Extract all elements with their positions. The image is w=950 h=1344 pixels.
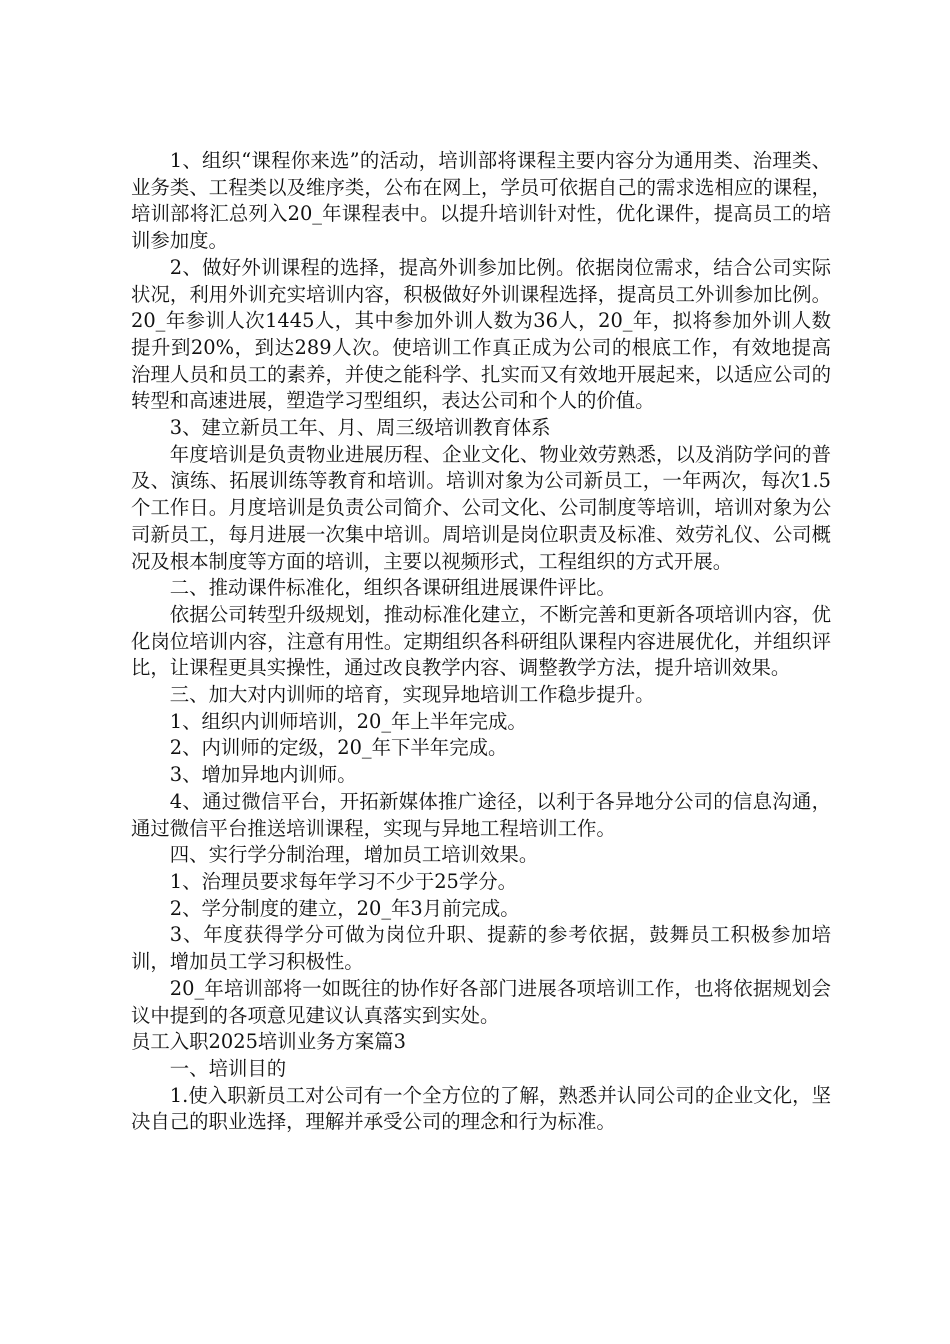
- paragraph-annual-training: 年度培训是负责物业进展历程、企业文化、物业效劳熟悉，以及消防学问的普及、演练、拓展训练等教育和培训。培训对象为公司新员工，一年两次，每次1.5个工作日。月度培训是负责公司简介、公司文化、公司制度等培训，培训对象为公司新员工，每月进展一次集中培训。周培训是岗位职责及标准、效劳礼仪、公司概况及根本制度等方面的培训，主要以视频形式，工程组织的方式开展。: [131, 442, 831, 573]
- list-item-trainer-grading: 2、内训师的定级，20_年下半年完成。: [169, 736, 508, 760]
- list-item-remote-trainers: 3、增加异地内训师。: [169, 763, 357, 787]
- section-heading-courseware: 二、推动课件标准化，组织各课研组进展课件评比。: [169, 576, 616, 600]
- document-body: [131, 148, 831, 1136]
- list-item-wechat-platform: 4、通过微信平台，开拓新媒体推广途径，以利于各异地分公司的信息沟通，通过微信平台推送培训课程，实现与异地工程培训工作。: [131, 789, 831, 840]
- list-item-credit-usage: 3、年度获得学分可做为岗位升职、提薪的参考依据，鼓舞员工积极参加培训，增加员工学习积极性。: [131, 923, 831, 974]
- list-item-credit-establishment: 2、学分制度的建立，20_年3月前完成。: [169, 896, 520, 920]
- list-item-trainer-training: 1、组织内训师培训，20_年上半年完成。: [169, 709, 527, 733]
- paragraph-closing-statement: 20_年培训部将一如既往的协作好各部门进展各项培训工作，也将依据规划会议中提到的各项意见建议认真落实到实处。: [131, 976, 831, 1027]
- section-heading-training-purpose: 一、培训目的: [169, 1056, 287, 1080]
- section-heading-trainers: 三、加大对内训师的培育，实现异地培训工作稳步提升。: [169, 683, 655, 707]
- list-item-purpose-1: 1.使入职新员工对公司有一个全方位的了解，熟悉并认同公司的企业文化，坚决自己的职业选择，理解并承受公司的理念和行为标准。: [131, 1083, 831, 1134]
- section-heading-credit-system: 四、实行学分制治理，增加员工培训效果。: [169, 843, 539, 867]
- paragraph-course-selection: 1、组织“课程你来选”的活动，培训部将课程主要内容分为通用类、治理类、业务类、工程类以及维序类，公布在网上，学员可依据自己的需求选相应的课程，培训部将汇总列入20_年课程表中。以提升培训针对性，优化课件，提高员工的培训参加度。: [131, 149, 831, 253]
- paragraph-standardization: 依据公司转型升级规划，推动标准化建立，不断完善和更新各项培训内容，优化岗位培训内容，注意有用性。定期组织各科研组队课程内容进展优化，并组织评比，让课程更具实操性，通过改良教学内容、调整教学方法，提升培训效果。: [131, 602, 831, 680]
- list-item-credit-requirement: 1、治理员要求每年学习不少于25学分。: [169, 869, 518, 893]
- document-section-title: 员工入职2025培训业务方案篇3: [131, 1030, 406, 1054]
- paragraph-external-training: 2、做好外训课程的选择，提高外训参加比例。依据岗位需求，结合公司实际状况，利用外训充实培训内容，积极做好外训课程选择，提高员工外训参加比例。20_年参训人次1445人，其中参加外训人数为36人，20_年，拟将参加外训人数提升到20%，到达289人次。使培训工作真正成为公司的根底工作，有效地提高治理人员和员工的素养，并使之能科学、扎实而又有效地开展起来，以适应公司的转型和高速进展，塑造学习型组织，表达公司和个人的价值。: [131, 255, 831, 413]
- paragraph-three-level-system: 3、建立新员工年、月、周三级培训教育体系: [169, 416, 551, 440]
